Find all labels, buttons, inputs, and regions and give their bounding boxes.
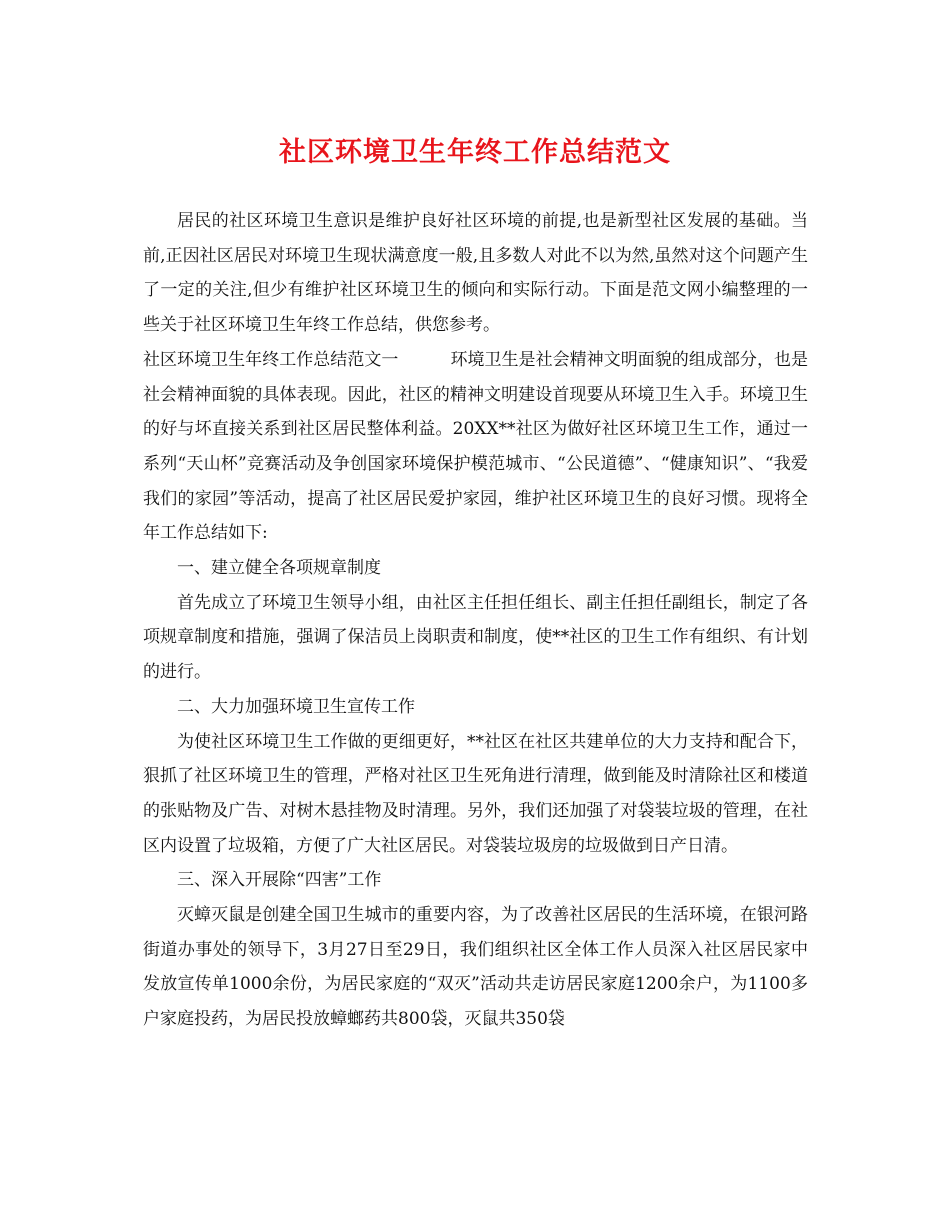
sample-paragraph — [143, 343, 808, 551]
section3-body: 灭蟑灭鼠是创建全国卫生城市的重要内容，为了改善社区居民的生活环境，在银河路街道办事处的领导下，3月27日至29日，我们组织社区全体工作人员深入社区居民家中发放宣传单1000余份，为居民家庭的“双灭”活动共走访居民家庭1200余户，为1100多户家庭投药，为居民投放蟑螂药共800袋，灭鼠共350袋 — [143, 905, 808, 1030]
sample-heading: 社区环境卫生年终工作总结范文一 — [143, 349, 399, 370]
document-body — [143, 204, 808, 1037]
section3-heading: 三、深入开展除“四害”工作 — [177, 870, 382, 891]
sample-body: 环境卫生是社会精神文明面貌的组成部分，也是社会精神面貌的具体表现。因此，社区的精神文明建设首现要从环境卫生入手。环境卫生的好与坏直接关系到社区居民整体利益。20XX**社区为做好社区环境卫生工作，通过一系列“天山杯”竞赛活动及争创国家环境保护模范城市、“公民道德”、“健康知识”、“我爱我们的家园”等活动，提高了社区居民爱护家园，维护社区环境卫生的良好习惯。现将全年工作总结如下: — [143, 349, 809, 544]
document-title: 社区环境卫生年终工作总结范文 — [279, 137, 671, 168]
section1-body: 首先成立了环境卫生领导小组，由社区主任担任组长、副主任担任副组长，制定了各项规章制度和措施，强调了保洁员上岗职责和制度，使**社区的卫生工作有组织、有计划的进行。 — [143, 592, 808, 683]
section2-heading: 二、大力加强环境卫生宣传工作 — [177, 696, 415, 717]
intro-paragraph: 居民的社区环境卫生意识是维护良好社区环境的前提,也是新型社区发展的基础。当前,正因社区居民对环境卫生现状满意度一般,且多数人对此不以为然,虽然对这个问题产生了一定的关注,但少有维护社区环境卫生的倾向和实际行动。下面是范文网小编整理的一些关于社区环境卫生年终工作总结，供您参考。 — [143, 211, 808, 336]
section1-heading: 一、建立健全各项规章制度 — [177, 558, 381, 579]
section2-body: 为使社区环境卫生工作做的更细更好，**社区在社区共建单位的大力支持和配合下，狠抓了社区环境卫生的管理，严格对社区卫生死角进行清理，做到能及时清除社区和楼道的张贴物及广告、对树木悬挂物及时清理。另外，我们还加强了对袋装垃圾的管理，在社区内设置了垃圾箱，方便了广大社区居民。对袋装垃圾房的垃圾做到日产日清。 — [143, 731, 808, 856]
